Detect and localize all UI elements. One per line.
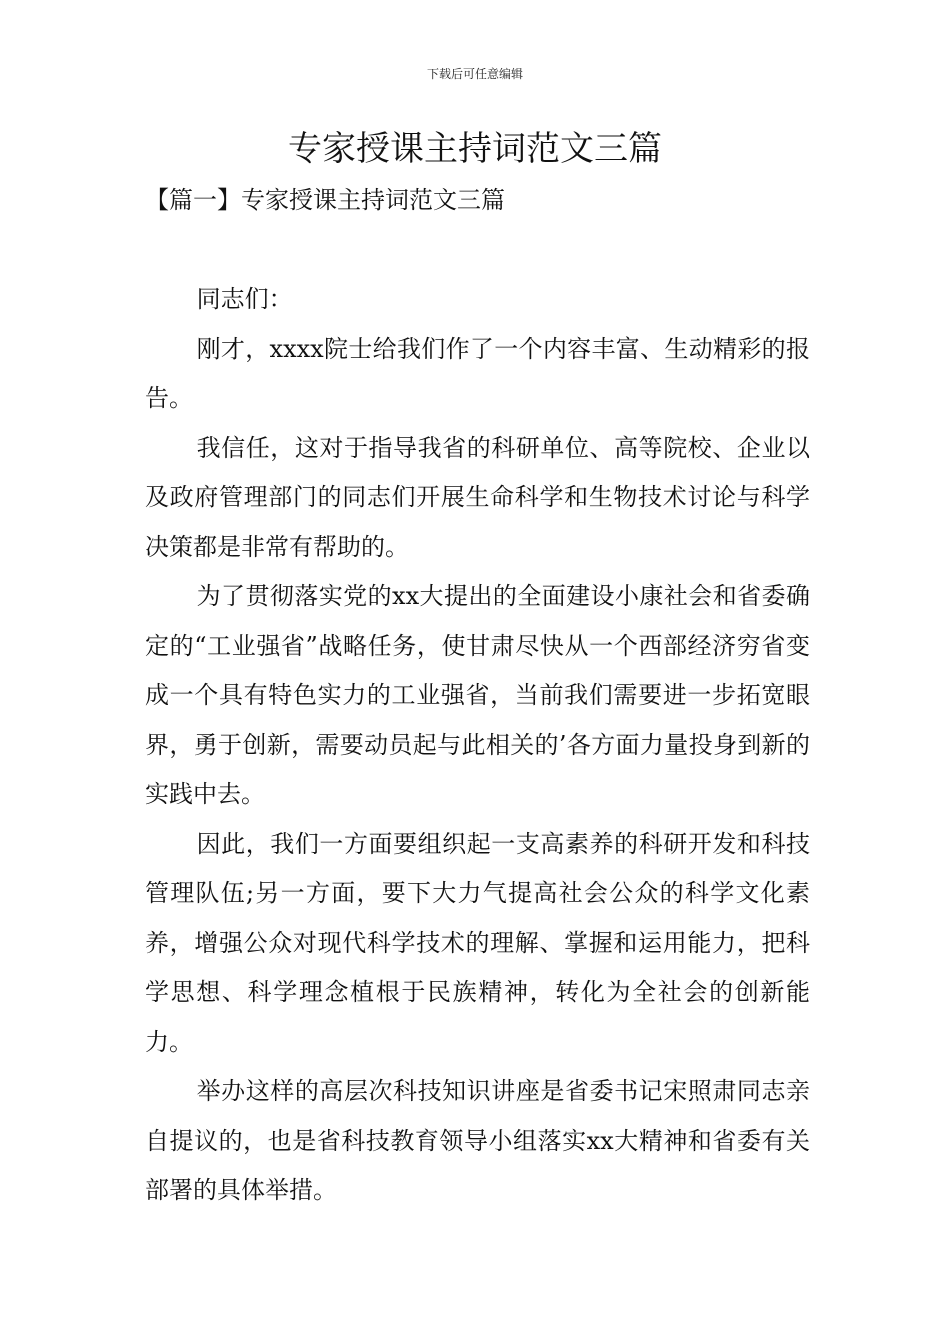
paragraph: 刚才，xxxx院士给我们作了一个内容丰富、生动精彩的报告。: [145, 334, 810, 412]
section-heading: 【篇一】专家授课主持词范文三篇: [145, 186, 505, 214]
paragraph-greeting: 同志们：: [196, 285, 293, 313]
paragraph: 为了贯彻落实党的xx大提出的全面建设小康社会和省委确定的“工业强省”战略任务，使甘肃尽快从一个西部经济穷省变成一个具有特色实力的工业强省，当前我们需要进一步拓宽眼界，勇于创新，需要动员起与此相关的’各方面力量投身到新的实践中去。: [145, 582, 810, 808]
paragraph: 因此，我们一方面要组织起一支高素养的科研开发和科技管理队伍;另一方面，要下大力气提高社会公众的科学文化素养，增强公众对现代科学技术的理解、掌握和运用能力，把科学思想、科学理念植根于民族精神，转化为全社会的创新能力。: [145, 829, 810, 1056]
paragraph: 举办这样的高层次科技知识讲座是省委书记宋照肃同志亲自提议的，也是省科技教育领导小组落实xx大精神和省委有关部署的具体举措。: [145, 1077, 810, 1204]
document-title: 专家授课主持词范文三篇: [288, 129, 662, 169]
paragraph: 我信任，这对于指导我省的科研单位、高等院校、企业以及政府管理部门的同志们开展生命科学和生物技术讨论与科学决策都是非常有帮助的。: [145, 433, 810, 561]
header-note: 下载后可任意编辑: [426, 67, 523, 81]
document-body: [145, 275, 810, 1216]
